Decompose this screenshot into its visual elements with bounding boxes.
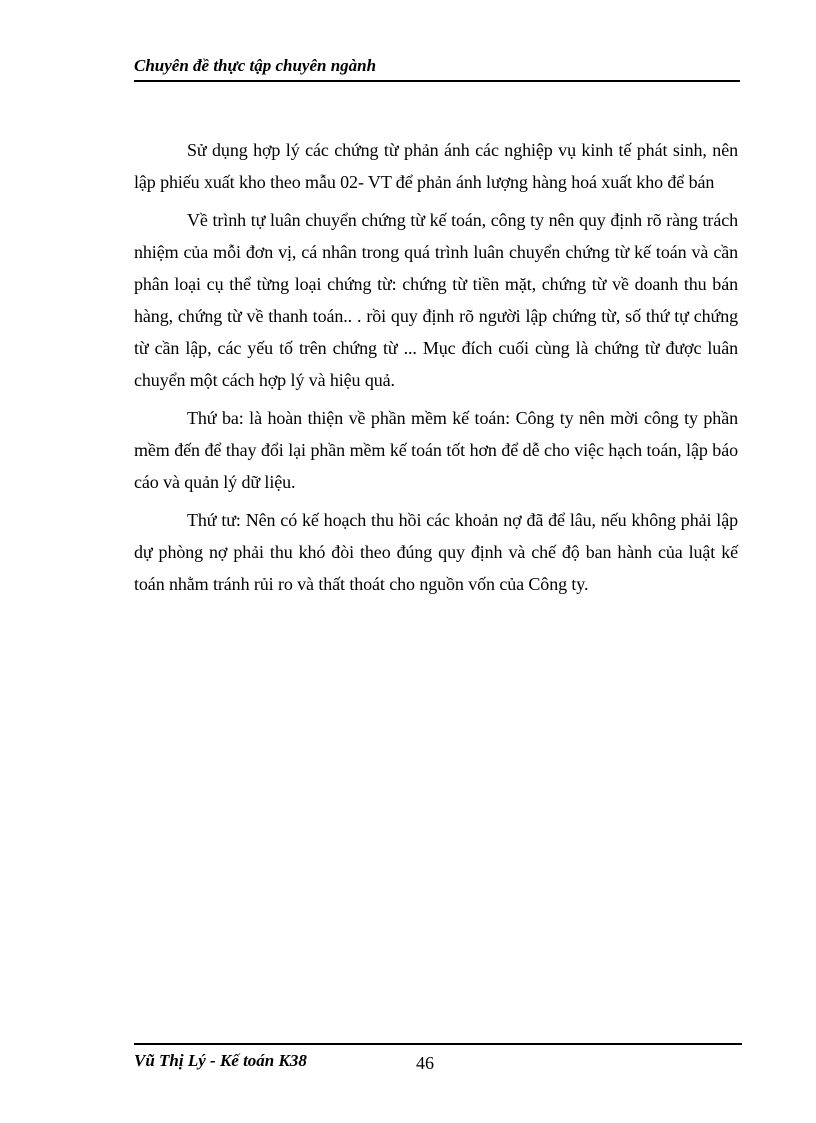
page-header [134,54,740,82]
paragraph-1: Sử dụng hợp lý các chứng từ phản ánh các nghiệp vụ kinh tế phát sinh, nên lập phiếu xuất kho theo mẫu 02- VT để phản ánh lượng hàng hoá xuất kho để bán [134,140,738,192]
document-body [134,134,738,606]
paragraph-4: Thứ tư: Nên có kế hoạch thu hồi các khoản nợ đã để lâu, nếu không phải lập dự phòng nợ phải thu khó đòi theo đúng quy định và chế độ ban hành của luật kế toán nhằm tránh rủi ro và thất thoát cho nguồn vốn của Công ty. [134,510,738,594]
paragraph-3: Thứ ba: là hoàn thiện về phần mềm kế toán: Công ty nên mời công ty phần mềm đến để thay đổi lại phần mềm kế toán tốt hơn để dễ cho việc hạch toán, lập báo cáo và quản lý dữ liệu. [134,408,738,492]
page-footer [134,1043,742,1075]
page-number: 46 [416,1053,434,1073]
paragraph-2: Về trình tự luân chuyển chứng từ kế toán, công ty nên quy định rõ ràng trách nhiệm của mỗi đơn vị, cá nhân trong quá trình luân chuyển chứng từ kế toán và cần phân loại cụ thể từng loại chứng từ: chứng từ tiền mặt, chứng từ về doanh thu bán hàng, chứng từ về thanh toán.. . rồi quy định rõ người lập chứng từ, số thứ tự chứng từ cần lập, các yếu tố trên chứng từ ... Mục đích cuối cùng là chứng từ được luân chuyển một cách hợp lý và hiệu quả. [134,210,738,390]
header-title: Chuyên đề thực tập chuyên ngành [134,56,377,75]
footer-author: Vũ Thị Lý - Kế toán K38 [134,1051,307,1070]
